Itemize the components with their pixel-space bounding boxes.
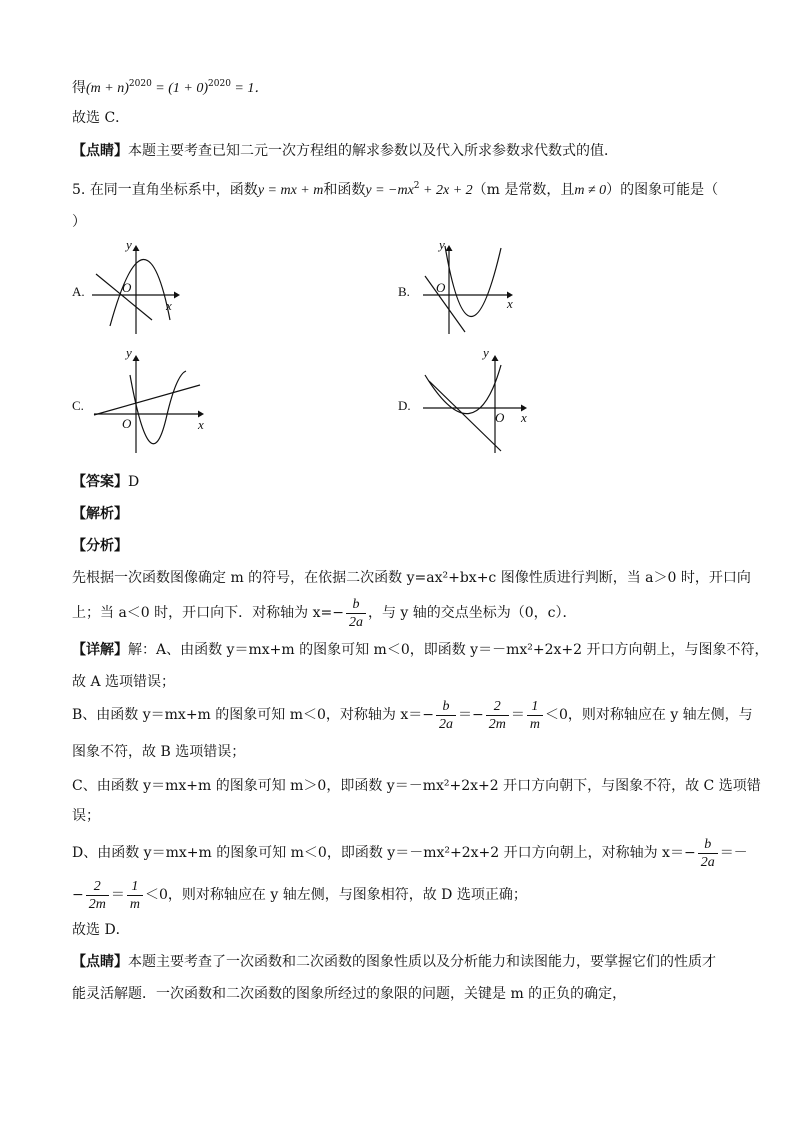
option-b-origin: O <box>436 280 446 295</box>
detail-d-frac-1-den: 2a <box>700 854 715 870</box>
question-text-1: 在同一直角坐标系中，函数 <box>89 182 258 198</box>
detail-d-eq: ＝ <box>110 887 125 903</box>
question-close: ） <box>72 214 86 230</box>
detail-d-frac-1-num: b <box>698 836 718 854</box>
option-a-origin: O <box>122 280 132 295</box>
jiexi-tag: 【解析】 <box>72 506 128 522</box>
option-a-x-label: x <box>166 298 172 313</box>
conclusion-2: 故选 D． <box>72 922 130 938</box>
detail-b-frac-3 <box>527 698 543 733</box>
condition: m ≠ 0 <box>574 183 607 198</box>
detail-d-frac-1 <box>698 836 718 871</box>
detail-a-text: 解：A、由函数 y＝mx+m 的图象可知 m＜0，即函数 y＝－mx²+2x+2 开口方向朝上，与图象不符， <box>128 642 769 658</box>
question-text-4: ）的图象可能是（ <box>606 182 719 198</box>
detail-b-text-b: ＜0，则对称轴应在 y 轴左侧，与 <box>544 707 753 723</box>
option-d-origin: O <box>495 410 505 425</box>
detail-b-frac-1 <box>436 698 456 733</box>
detail-a-line-1 <box>72 640 769 660</box>
detail-b-line-1 <box>72 696 753 734</box>
analysis-frac-den: 2a <box>348 614 363 630</box>
detail-c-line-2: 误； <box>72 808 100 824</box>
detail-d-text-b: ＝－ <box>719 845 748 861</box>
detail-b-eq: ＝− <box>457 707 484 723</box>
detail-d-frac-3-den: m <box>129 896 140 912</box>
detail-d-line-2 <box>72 876 527 914</box>
detail-d-frac-2-den: 2m <box>88 896 106 912</box>
result-eq2: = 1． <box>230 81 269 96</box>
dianjing-2-tag: 【点睛】 <box>72 954 128 970</box>
question-5 <box>72 176 718 201</box>
detail-d-frac-2 <box>86 878 109 913</box>
analysis-line-1: 先根据一次函数图像确定 m 的符号，在依据二次函数 y=ax²+bx+c 图像性质进行判断，当 a＞0 时，开口向 <box>72 570 751 586</box>
analysis-text-b: ，与 y 轴的交点坐标为（0，c）． <box>367 605 577 621</box>
detail-d-frac-3-num: 1 <box>127 878 143 896</box>
detail-c-line-1: C、由函数 y＝mx+m 的图象可知 m＞0，即函数 y＝－mx²+2x+2 开口方向朝下，与图象不符，故 C 选项错 <box>72 778 761 794</box>
option-b-graph <box>415 236 520 336</box>
option-d-graph <box>415 345 535 455</box>
detail-d-frac-3 <box>127 878 143 913</box>
option-a-y-label: y <box>126 237 132 252</box>
detail-d-minus: − <box>72 887 84 903</box>
dianjing-1-text: 本题主要考查已知二元一次方程组的解求参数以及代入所求参数求代数式的值． <box>128 143 618 159</box>
analysis-text-a: 上；当 a＜0 时，开口向下．对称轴为 x=− <box>72 605 344 621</box>
detail-d-line-1 <box>72 834 748 872</box>
result-prefix: 得 <box>72 80 86 96</box>
detail-b-frac-2 <box>486 698 509 733</box>
detail-b-frac-2-den: 2m <box>488 716 506 732</box>
option-c-y-label: y <box>126 345 132 360</box>
option-c-origin: O <box>122 416 132 431</box>
answer-line <box>72 472 139 492</box>
detail-d-frac-2-num: 2 <box>86 878 109 896</box>
detail-b-frac-3-den: m <box>529 716 540 732</box>
linear-function: y = mx + m <box>257 183 324 198</box>
option-b-y-label: y <box>439 237 445 252</box>
quadratic-function-b: + 2x + 2 <box>419 183 473 198</box>
dianjing-2-line-2: 能灵活解题．一次函数和二次函数的图象所经过的象限的问题，关键是 m 的正负的确定， <box>72 986 627 1002</box>
detail-tag: 【详解】 <box>72 642 128 658</box>
detail-b-frac-3-num: 1 <box>527 698 543 716</box>
dianjing-2-line-1 <box>72 952 716 972</box>
question-text-3: （m 是常数，且 <box>472 182 575 198</box>
detail-b-eq2: ＝ <box>510 707 525 723</box>
dianjing-1 <box>72 141 618 161</box>
quadratic-exp: 2 <box>413 181 420 191</box>
option-c-graph <box>90 345 210 455</box>
option-d-x-label: x <box>521 410 527 425</box>
option-b-x-label: x <box>507 296 513 311</box>
detail-b-frac-2-num: 2 <box>486 698 509 716</box>
option-d-label: D. <box>398 398 411 413</box>
option-c-label: C. <box>72 398 84 413</box>
detail-d-text-c: ＜0，则对称轴应在 y 轴左侧，与图象相符，故 D 选项正确； <box>144 887 527 903</box>
result-exp1: 2020 <box>128 79 152 89</box>
detail-b-text-a: B、由函数 y＝mx+m 的图象可知 m＜0，对称轴为 x＝− <box>72 707 434 723</box>
question-text-2: 和函数 <box>323 182 366 198</box>
option-a-label: A. <box>72 284 85 299</box>
option-c-x-label: x <box>198 417 204 432</box>
result-eq1: = (1 + 0) <box>151 81 209 96</box>
answer-tag: 【答案】 <box>72 474 128 490</box>
fenxi-tag: 【分析】 <box>72 538 128 554</box>
analysis-frac-num: b <box>346 596 366 614</box>
dianjing-1-tag: 【点睛】 <box>72 143 128 159</box>
conclusion-1: 故选 C． <box>72 110 130 126</box>
detail-b-frac-1-den: 2a <box>438 716 453 732</box>
quadratic-function-a: y = −mx <box>365 183 414 198</box>
dianjing-2-text-1: 本题主要考查了一次函数和二次函数的图象性质以及分析能力和读图能力，要掌握它们的性质才 <box>128 954 716 970</box>
detail-a-line-2: 故 A 选项错误； <box>72 674 176 690</box>
option-a-graph <box>88 236 188 336</box>
detail-b-frac-1-num: b <box>436 698 456 716</box>
detail-b-line-2: 图象不符，故 B 选项错误； <box>72 744 246 760</box>
question-number: 5. <box>72 182 86 198</box>
result-exp2: 2020 <box>208 79 231 89</box>
option-d-y-label: y <box>483 345 489 360</box>
option-b-label: B. <box>398 284 410 299</box>
result-line <box>72 74 268 99</box>
answer-value: D <box>128 474 140 490</box>
analysis-fraction <box>346 596 366 631</box>
analysis-line-2 <box>72 594 577 632</box>
detail-d-text-a: D、由函数 y＝mx+m 的图象可知 m＜0，即函数 y＝－mx²+2x+2 开口方向朝上，对称轴为 x＝− <box>72 845 696 861</box>
result-expr: (m + n) <box>86 81 129 96</box>
